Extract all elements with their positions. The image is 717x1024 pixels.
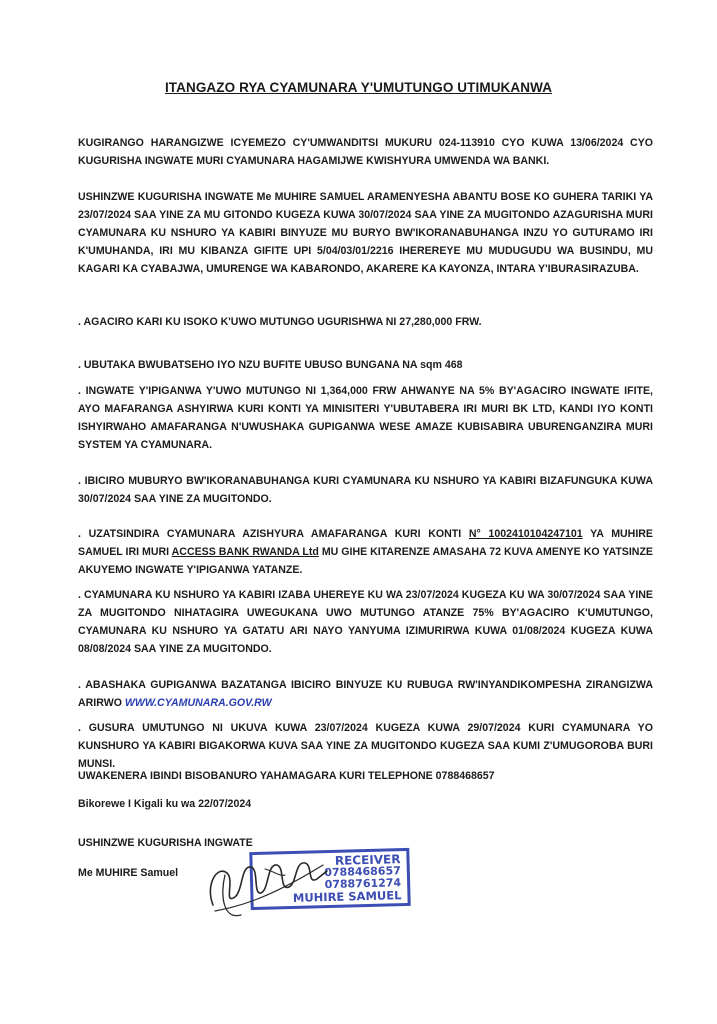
auction-website-link[interactable]: WWW.CYAMUNARA.GOV.RW bbox=[124, 697, 272, 709]
document-title: ITANGAZO RYA CYAMUNARA Y'UMUTUNGO UTIMUKANWA bbox=[164, 80, 553, 95]
paragraph-intro: KUGIRANGO HARANGIZWE ICYEMEZO CY'UMWANDITSI MUKURU 024-113910 CYO KUWA 13/06/2024 CYO KUGURISHA INGWATE MURI CYAMUNARA HAGAMIJWE KWISHYURA UMWENDA WA BANKI. bbox=[78, 137, 653, 167]
paragraph-bidding-platform bbox=[78, 676, 653, 712]
bidding-text: . ABASHAKA GUPIGANWA BAZATANGA IBICIRO BINYUZE KU RUBUGA RW'INYANDIKOMPESHA ZIRANGIZWA ARIRWO bbox=[78, 679, 653, 709]
paragraph-announcement: USHINZWE KUGURISHA INGWATE Me MUHIRE SAMUEL ARAMENYESHA ABANTU BOSE KO GUHERA TARIKI YA 23/07/2024 SAA YINE ZA MU GITONDO KUGEZA KUWA 30/07/2024 SAA YINE ZA MUGITONDO AZAGURISHA MURI CYAMUNARA KU NSHURO YA KABIRI BINYUZE MU BURYO BW'IKORANABUHANGA INZU YO GUTURAMO IRI K'UMUHANDA, IRI MU KIBANZA GIFITE UPI 5/04/03/01/2216 IHEREREYE MU MUDUGUDU WA BUSINDU, MU KAGARI KA CYABAJWA, UMURENGE WA KABARONDO, AKARERE KA KAYONZA, INTARA Y'IBURASIRAZUBA. bbox=[78, 191, 653, 275]
handwritten-signature bbox=[195, 835, 335, 925]
paragraph-contact: UWAKENERA IBINDI BISOBANURO YAHAMAGARA KURI TELEPHONE 0788468657 bbox=[78, 770, 495, 782]
stamp-line-3: 0788761274 bbox=[324, 876, 402, 892]
paragraph-bid-opening: . IBICIRO MUBURYO BW'IKORANABUHANGA KURI CYAMUNARA KU NSHURO YA KABIRI BIZAFUNGUKA KUWA 30/07/2024 SAA YINE ZA MUGITONDO. bbox=[78, 475, 653, 505]
paragraph-second-auction: . CYAMUNARA KU NSHURO YA KABIRI IZABA UHEREYE KU WA 23/07/2024 KUGEZA KU WA 30/07/2024 SAA YINE ZA MUGITONDO NIHATAGIRA UWEGUKANA UWO MUTUNGO ATANZE 75% BY'AGACIRO K'UMUTUNGO, CYAMUNARA KU NSHURO YA GATATU ARI NAYO YANYUMA IZIMURIRWA KUWA 01/08/2024 KUGEZA KUWA 08/08/2024 SAA YINE ZA MUGITONDO. bbox=[78, 589, 653, 655]
stamp-line-2: 0788468657 bbox=[324, 864, 401, 880]
stamp-line-1: RECEIVER bbox=[334, 852, 401, 868]
payment-text-2: YA MUHIRE SAMUEL IRI MURI bbox=[78, 528, 653, 558]
payment-text-1: . UZATSINDIRA CYAMUNARA AZISHYURA AMAFARANGA KURI KONTI bbox=[78, 528, 469, 540]
signatory-name: Me MUHIRE Samuel bbox=[78, 867, 179, 879]
signatory-role: USHINZWE KUGURISHA INGWATE bbox=[78, 837, 253, 849]
payment-text-3: MU GIHE KITARENZE AMASAHA 72 KUVA AMENYE KO YATSINZE AKUYEMO INGWATE Y'IPIGANWA YATANZE. bbox=[78, 546, 653, 576]
paragraph-payment bbox=[78, 525, 653, 579]
paragraph-land-area: . UBUTAKA BWUBATSEHO IYO NZU BUFITE UBUSO BUNGANA NA sqm 468 bbox=[78, 359, 463, 371]
place-date: Bikorewe I Kigali ku wa 22/07/2024 bbox=[78, 798, 252, 810]
account-number: N° 1002410104247101 bbox=[468, 528, 583, 540]
bank-name: ACCESS BANK RWANDA Ltd bbox=[171, 546, 319, 558]
paragraph-bid-guarantee: . INGWATE Y'IPIGANWA Y'UWO MUTUNGO NI 1,364,000 FRW AHWANYE NA 5% BY'AGACIRO INGWATE IFITE, AYO MAFARANGA ASHYIRWA KURI KONTI YA MINISITERI Y'UBUTABERA IRI MURI BK LTD, KANDI IYO KONTI ISHYIRWAHO AMAFARANGA N'UWUSHAKA GUPIGANWA WESE AMAZE KUBISABIRA UBURENGANZIRA MURI SYSTEM YA CYAMUNARA. bbox=[78, 385, 653, 451]
stamp-line-4: MUHIRE SAMUEL bbox=[292, 888, 402, 905]
paragraph-visit: . GUSURA UMUTUNGO NI UKUVA KUWA 23/07/2024 KUGEZA KUWA 29/07/2024 KURI CYAMUNARA YO KUNSHURO YA KABIRI BIGAKORWA KUVA SAA YINE ZA MUGITONDO KUGEZA SAA KUMI Z'UMUGOROBA BURI MUNSI. bbox=[78, 722, 653, 770]
paragraph-market-value: . AGACIRO KARI KU ISOKO K'UWO MUTUNGO UGURISHWA NI 27,280,000 FRW. bbox=[78, 316, 482, 328]
